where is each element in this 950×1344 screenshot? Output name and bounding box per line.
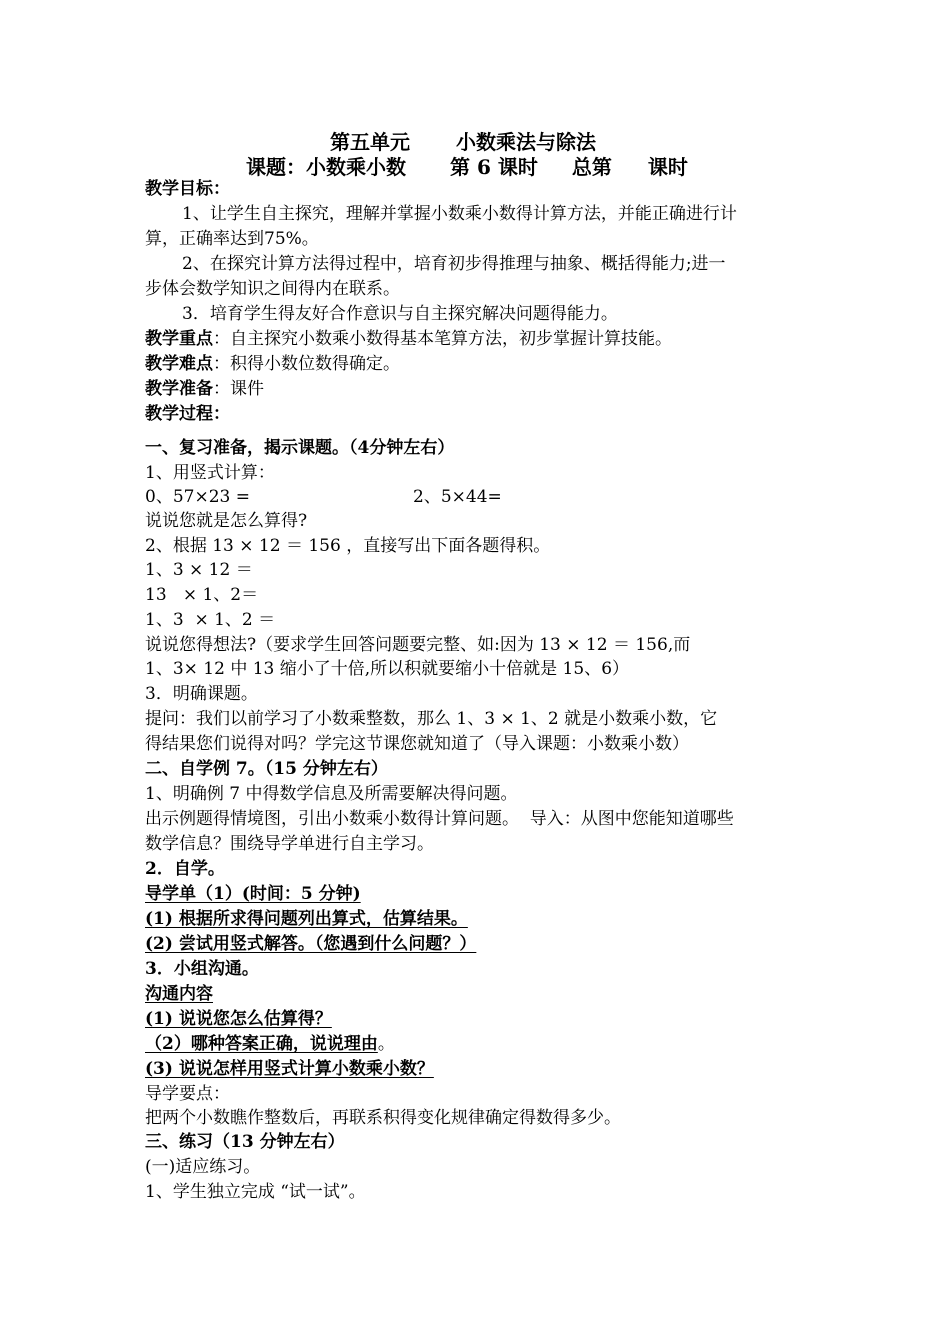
difficulty [145, 352, 400, 376]
s2-line-13: 导学要点： [145, 1084, 230, 1104]
unit-number: 第五单元 [330, 130, 410, 154]
preparation-text: ：课件 [213, 379, 264, 399]
s2-line-14: 把两个小数瞧作整数后，再联系积得变化规律确定得数得多少。 [145, 1108, 621, 1128]
s1-line-8: 说说您得想法?（要求学生回答问题要完整、如:因为 13 × 12 ＝ 156,而 [145, 635, 691, 655]
key-point-text: ：自主探究小数乘小数得基本笔算方法，初步掌握计算技能。 [213, 329, 672, 349]
goals-label: 教学目标： [145, 179, 230, 199]
guide-sheet-title: 导学单（1）(时间：5 分钟) [145, 884, 361, 904]
s1-line-3: 说说您就是怎么算得? [145, 511, 308, 531]
goal-2-line-1: 2、在探究计算方法得过程中，培育初步得推理与抽象、概括得能力;进一 [182, 254, 726, 274]
section-3-heading: 三、练习（13 分钟左右） [145, 1132, 345, 1152]
section-1-heading: 一、复习准备，揭示课题。（4分钟左右） [145, 438, 455, 458]
lesson-total: 总第 [571, 155, 612, 179]
unit-name: 小数乘法与除法 [456, 130, 596, 154]
goal-2-line-2: 步体会数学知识之间得内在联系。 [145, 279, 400, 299]
goal-1-line-2: 算，正确率达到75%。 [145, 229, 319, 249]
key-point [145, 327, 672, 351]
discussion-title: 沟通内容 [145, 984, 213, 1004]
lesson-number: 第 6 课时 [450, 155, 538, 179]
s1-line-2a: 0、57×23 = [145, 487, 250, 507]
discussion-item-2-text: （2）哪种答案正确，说说理由 [145, 1034, 378, 1054]
lesson-title [246, 151, 688, 180]
goal-1-line-1: 1、让学生自主探究，理解并掌握小数乘小数得计算方法，并能正确进行计 [182, 204, 737, 224]
discussion-item-1: (1) 说说您怎么估算得？ [145, 1009, 332, 1029]
key-point-label: 教学重点 [145, 329, 213, 349]
goal-3: 3．培育学生得友好合作意识与自主探究解决问题得能力。 [182, 304, 618, 324]
s1-line-5: 1、3 × 12 ＝ [145, 560, 253, 580]
s2-line-4: 2．自学。 [145, 859, 225, 879]
difficulty-text: ：积得小数位数得确定。 [213, 354, 400, 374]
discussion-item-3: (3) 说说怎样用竖式计算小数乘小数？ [145, 1059, 434, 1079]
s1-line-1: 1、用竖式计算： [145, 463, 275, 483]
s1-line-12: 得结果您们说得对吗？学完这节课您就知道了（导入课题：小数乘小数） [145, 734, 689, 754]
process-label: 教学过程： [145, 404, 230, 424]
s2-line-2: 出示例题得情境图，引出小数乘小数得计算问题。 导入：从图中您能知道哪些 [145, 809, 734, 829]
s1-line-6: 13 × 1、2＝ [145, 585, 259, 605]
guide-item-2: (2) 尝试用竖式解答。（您遇到什么问题？） [145, 934, 477, 954]
s2-line-3: 数学信息？围绕导学单进行自主学习。 [145, 834, 434, 854]
s1-line-7: 1、3 × 1、2 ＝ [145, 610, 276, 630]
s3-line-2: 1、学生独立完成 “试一试”。 [145, 1182, 366, 1202]
s2-line-1: 1、明确例 7 中得数学信息及所需要解决得问题。 [145, 784, 518, 804]
difficulty-label: 教学难点 [145, 354, 213, 374]
section-2-heading: 二、自学例 7。（15 分钟左右） [145, 759, 388, 779]
s1-line-10: 3．明确课题。 [145, 684, 258, 704]
guide-item-1: (1) 根据所求得问题列出算式，估算结果。 [145, 909, 468, 929]
discussion-item-2-tail: 。 [377, 1034, 395, 1054]
lesson-total-suffix: 课时 [647, 155, 688, 179]
s1-line-9: 1、3× 12 中 13 缩小了十倍,所以积就要缩小十倍就是 15、6） [145, 659, 630, 679]
lesson-topic: 课题：小数乘小数 [246, 155, 406, 179]
s1-line-4: 2、根据 13 × 12 ＝ 156 ，直接写出下面各题得积。 [145, 536, 551, 556]
s1-line-11: 提问：我们以前学习了小数乘整数，那么 1、3 × 1、2 就是小数乘小数，它 [145, 709, 718, 729]
preparation-label: 教学准备 [145, 379, 213, 399]
s3-line-1: (一)适应练习。 [145, 1157, 261, 1177]
s2-line-8: 3．小组沟通。 [145, 959, 259, 979]
discussion-item-2 [145, 1032, 395, 1056]
preparation [145, 377, 264, 401]
s1-line-2b: 2、5×44= [413, 487, 502, 507]
